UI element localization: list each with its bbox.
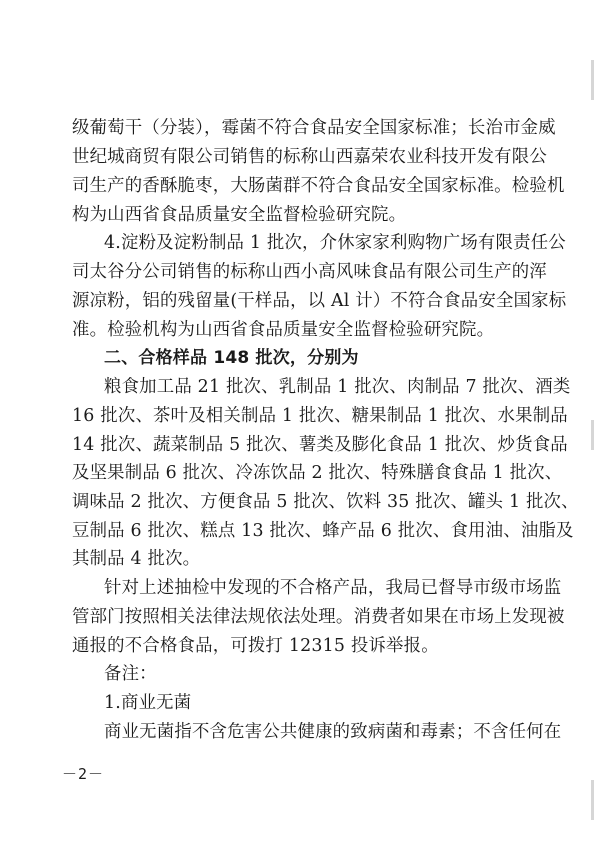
body-line: 管部门按照相关法律法规依法处理。消费者如果在市场上发现被	[72, 607, 565, 627]
body-line: 调味品 2 批次、方便食品 5 批次、饮料 35 批次、罐头 1 批次、	[72, 492, 579, 512]
body-line: 司生产的香酥脆枣，大肠菌群不符合食品安全国家标准。检验机	[72, 176, 565, 196]
body-line: 其制品 4 批次。	[72, 549, 201, 569]
body-line: 商业无菌指不含危害公共健康的致病菌和毒素；不含任何在	[104, 722, 562, 742]
notes-heading: 备注：	[104, 664, 157, 684]
scan-edge-mark	[591, 420, 594, 450]
body-line: 通报的不合格食品，可拨打 12315 投诉举报。	[72, 636, 439, 656]
body-line: 针对上述抽检中发现的不合格产品，我局已督导市级市场监	[104, 578, 562, 598]
body-line: 4.淀粉及淀粉制品 1 批次，介休家家利购物广场有限责任公	[104, 233, 566, 253]
body-line: 及坚果制品 6 批次、冷冻饮品 2 批次、特殊膳食食品 1 批次、	[72, 463, 563, 483]
body-line: 构为山西省食品质量安全监督检验研究院。	[72, 205, 407, 225]
body-line: 准。检验机构为山西省食品质量安全监督检验研究院。	[72, 320, 495, 340]
body-line: 豆制品 6 批次、糕点 13 批次、蜂产品 6 批次、食用油、油脂及	[72, 521, 574, 541]
page-number: －2－	[62, 765, 105, 783]
body-line: 司太谷分公司销售的标称山西小高风味食品有限公司生产的浑	[72, 262, 547, 282]
body-line: 级葡萄干（分装），霉菌不符合食品安全国家标准；长治市金威	[72, 118, 556, 138]
scan-edge-mark	[591, 780, 594, 820]
scan-edge-mark	[591, 60, 594, 100]
body-line: 16 批次、茶叶及相关制品 1 批次、糖果制品 1 批次、水果制品	[72, 406, 568, 426]
body-line: 世纪城商贸有限公司销售的标称山西嘉荣农业科技开发有限公	[72, 147, 547, 167]
body-line: 14 批次、蔬菜制品 5 批次、薯类及膨化食品 1 批次、炒货食品	[72, 435, 568, 455]
body-line: 粮食加工品 21 批次、乳制品 1 批次、肉制品 7 批次、酒类	[104, 377, 571, 397]
note-item-title: 1.商业无菌	[104, 693, 192, 713]
section-heading: 二、合格样品 148 批次，分别为	[104, 348, 359, 368]
body-line: 源凉粉，铝的残留量(干样品，以 Al 计）不符合食品安全国家标	[72, 291, 567, 311]
